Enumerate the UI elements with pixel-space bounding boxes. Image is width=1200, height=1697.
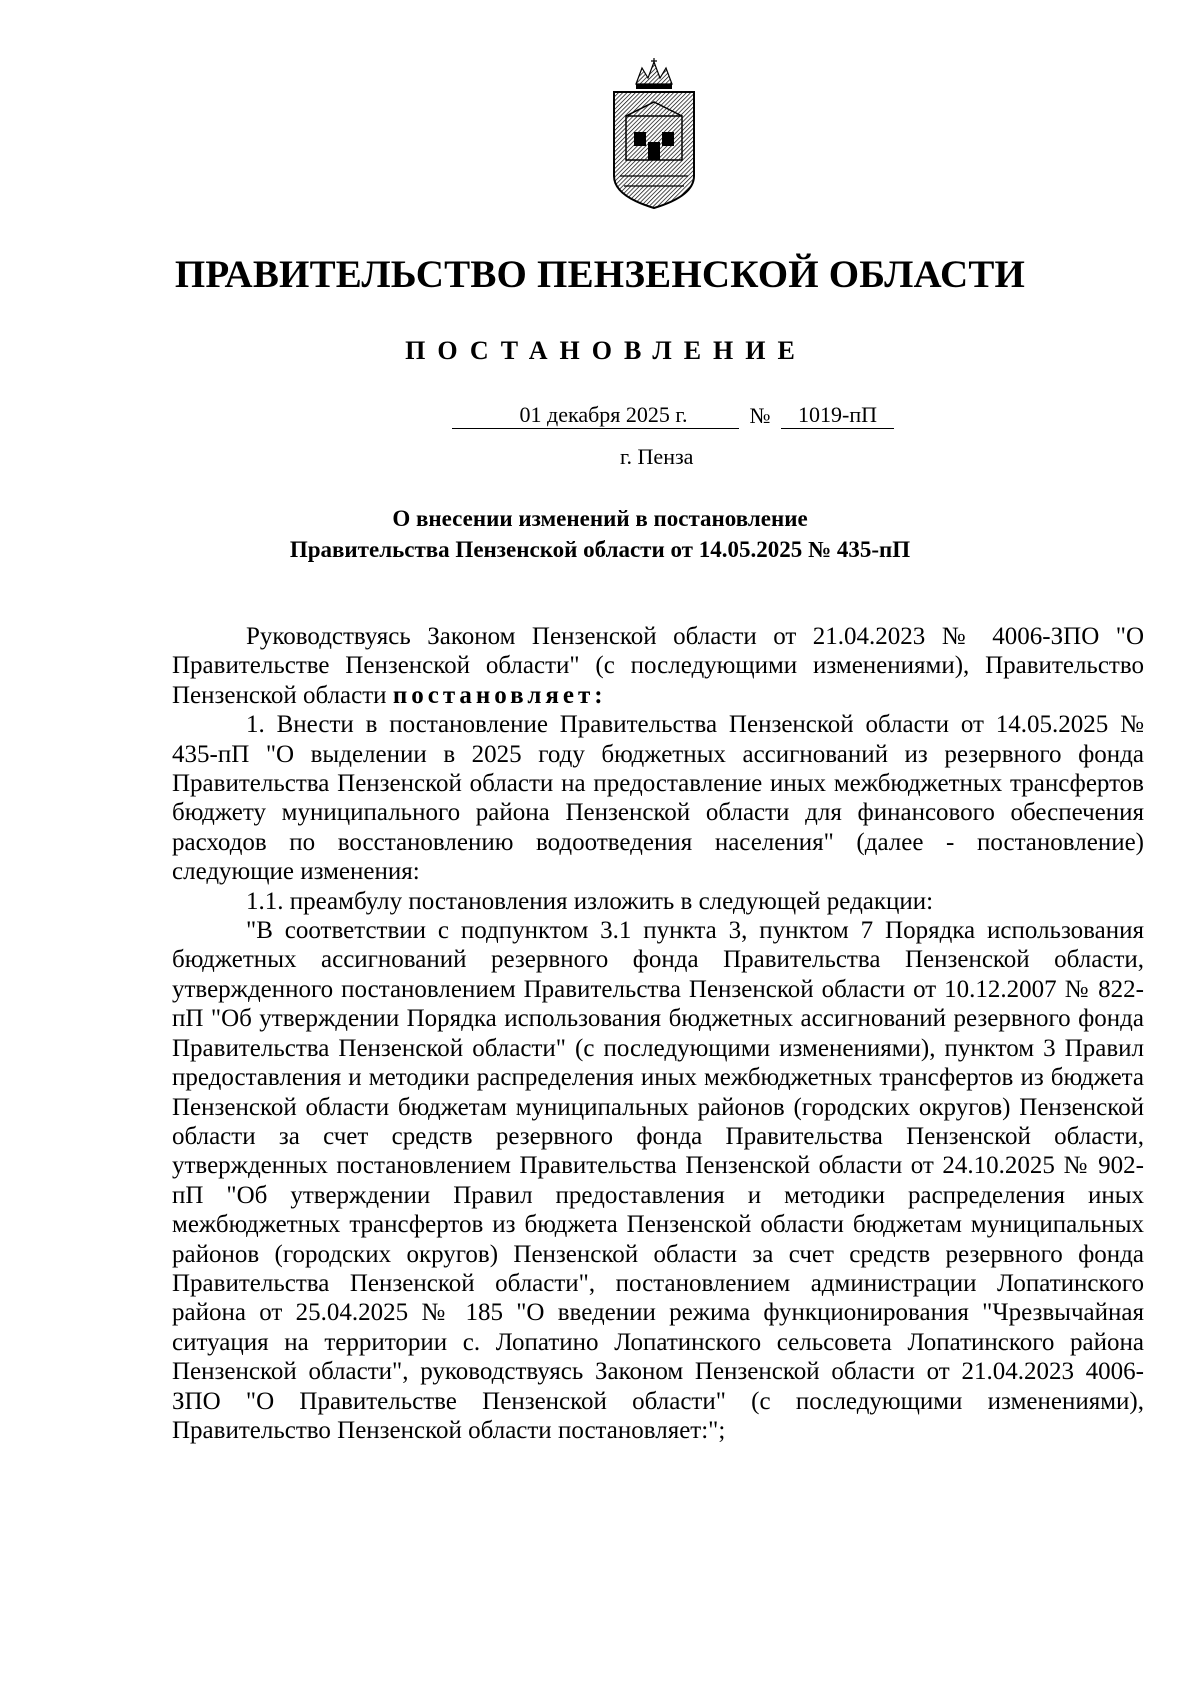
paragraph-item-1: 1. Внести в постановление Правительства Пензенской области от 14.05.2025 № 435-пП "О выделении в 2025 году бюджетных ассигнований из резервного фонда Правительства Пензенской области на предоставление иных межбюджетных трансфертов бюджету муниципального района Пензенской области для финансового обеспечения расходов по восстановлению водоотведения населения" (далее - постановление) следующие изменения:	[172, 711, 1144, 886]
city: г. Пенза	[620, 444, 694, 469]
subject-line-1: О внесении изменений в постановление	[392, 506, 808, 531]
document-number: 1019-пП	[781, 402, 894, 429]
document-subject	[0, 503, 1200, 565]
coat-of-arms-icon	[606, 58, 702, 210]
document-details	[452, 402, 894, 429]
document-type: ПОСТАНОВЛЕНИЕ	[405, 336, 807, 365]
paragraph-preamble	[172, 622, 1144, 710]
preamble-text: Руководствуясь Законом Пензенской области от 21.04.2023 № 4006-ЗПО "О Правительстве Пензенской области" (с последующими изменениями), Правительство Пензенской области	[172, 623, 1144, 709]
paragraph-item-1-1: 1.1. преамбулу постановления изложить в следующей редакции:	[246, 887, 934, 915]
document-date: 01 декабря 2025 г.	[452, 402, 739, 429]
document-body	[172, 622, 1144, 1445]
paragraph-new-preamble: "В соответствии с подпунктом 3.1 пункта 3, пунктом 7 Порядка использования бюджетных ассигнований резервного фонда Правительства Пензенской области, утвержденного постановлением Правительства Пензенской области от 10.12.2007 № 822-пП "Об утверждении Порядка использования бюджетных ассигнований резервного фонда Правительства Пензенской области" (с последующими изменениями), пунктом 3 Правил предоставления и методики распределения иных межбюджетных трансфертов из бюджета Пензенской области бюджетам муниципальных районов (городских округов) Пензенской области за счет средств резервного фонда Правительства Пензенской области, утвержденных постановлением Правительства Пензенской области от 24.10.2025 № 902-пП "Об утверждении Правил предоставления и методики распределения иных межбюджетных трансфертов из бюджета Пензенской области бюджетам муниципальных районов (городских округов) Пензенской области за счет средств резервного фонда Правительства Пензенской области", постановлением администрации Лопатинского района от 25.04.2025 № 185 "О введении режима функционирования "Чрезвычайная ситуация на территории с. Лопатино Лопатинского сельсовета Лопатинского района Пензенской области", руководствуясь Законом Пензенской области от 21.04.2023 4006-ЗПО "О Правительстве Пензенской области" (с последующими изменениями), Правительство Пензенской области постановляет:";	[172, 917, 1144, 1444]
subject-line-2: Правительства Пензенской области от 14.05.2025 № 435-пП	[289, 537, 911, 562]
government-name: ПРАВИТЕЛЬСТВО ПЕНЗЕНСКОЙ ОБЛАСТИ	[174, 253, 1026, 296]
decree-word: постановляет:	[392, 681, 607, 709]
number-sign: №	[749, 403, 771, 428]
